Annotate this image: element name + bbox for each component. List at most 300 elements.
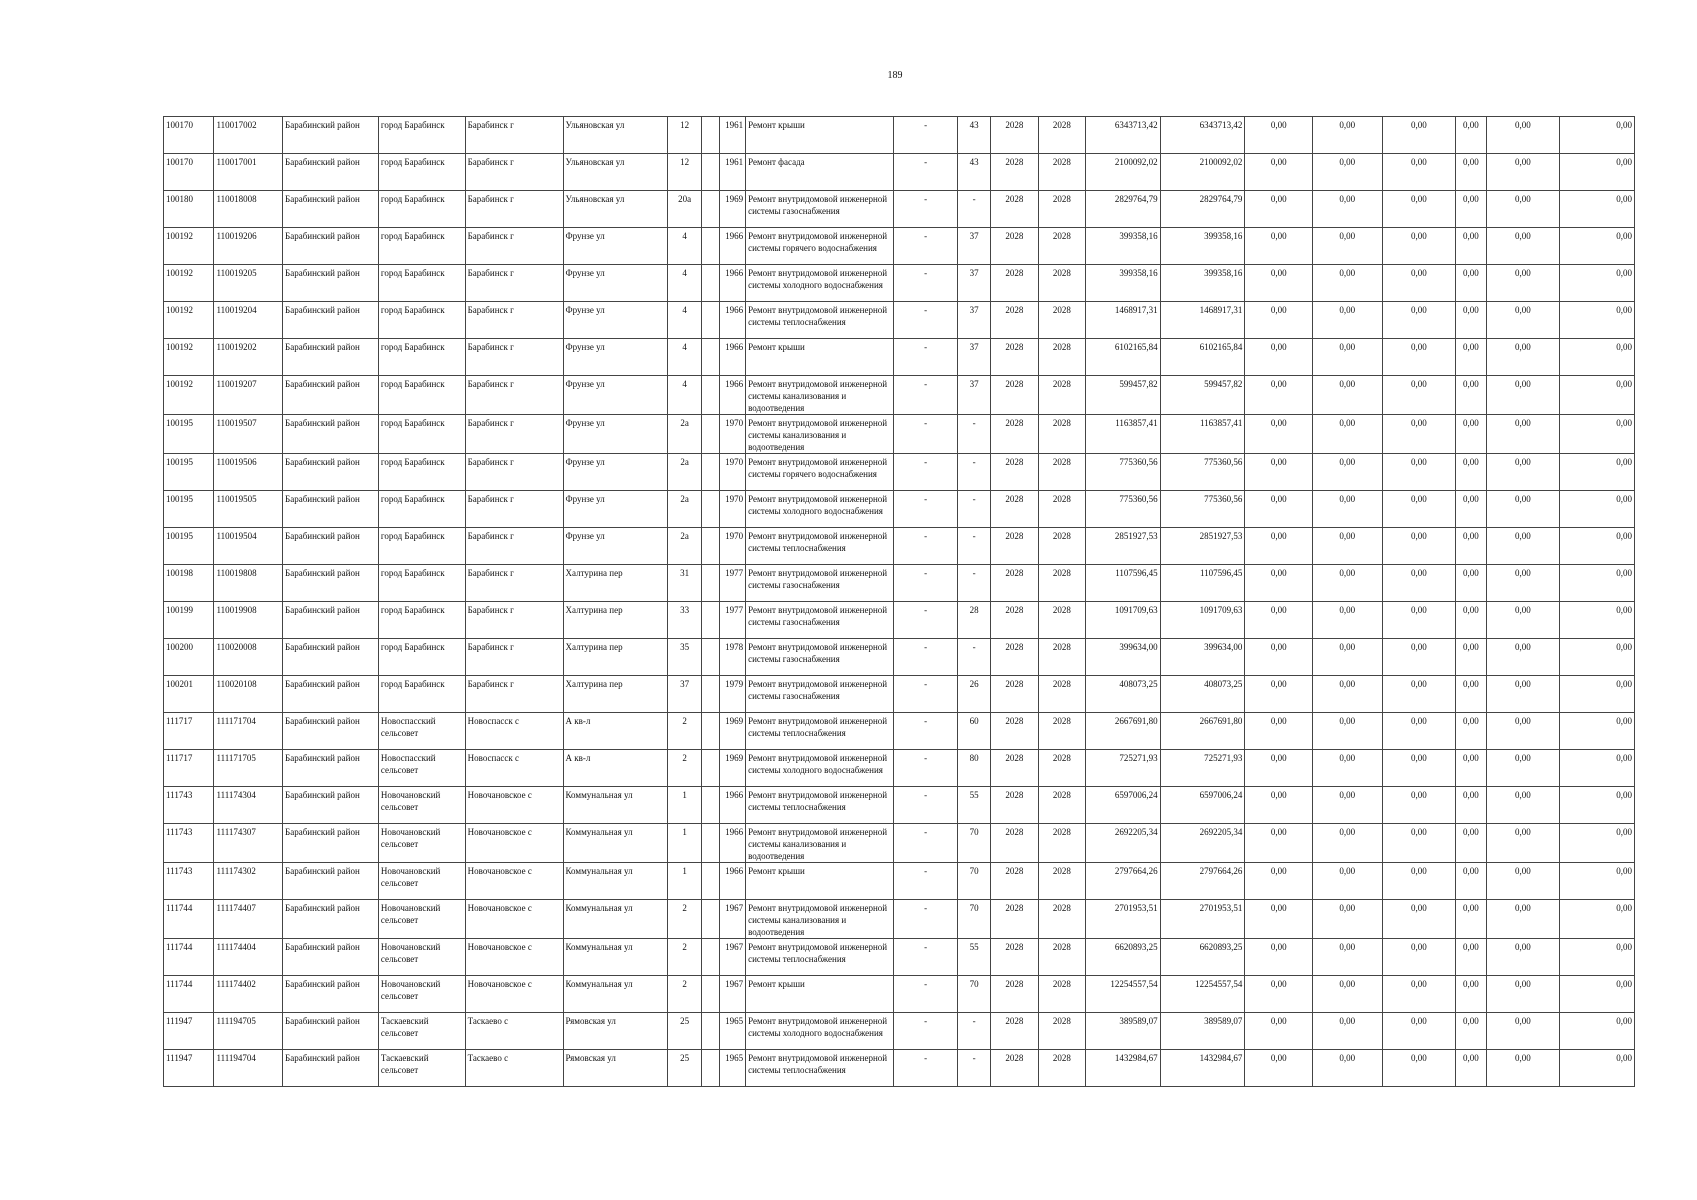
table-row [164, 154, 1635, 191]
cell-year-built: 1979 [719, 676, 745, 713]
cell-street: Халтурина пер [563, 639, 668, 676]
table-row [164, 1013, 1635, 1050]
cell-year-plan: 2028 [991, 528, 1038, 565]
cell-year-built: 1967 [719, 900, 745, 939]
cell-amount-4: 0,00 [1456, 824, 1486, 863]
cell-work-id: 111174407 [214, 900, 283, 939]
cell-amount-1: 0,00 [1245, 676, 1313, 713]
cell-street: А кв-л [563, 750, 668, 787]
cell-wear: 37 [957, 339, 990, 376]
cell-house-number: 4 [668, 265, 701, 302]
cell-dash: - [894, 154, 958, 191]
cell-work-type: Ремонт внутридомовой инженерной системы канализования и водоотведения [746, 376, 894, 415]
cell-settlement: город Барабинск [378, 339, 465, 376]
cell-wear: 55 [957, 787, 990, 824]
cell-dash: - [894, 939, 958, 976]
cell-amount-5: 0,00 [1486, 1050, 1560, 1087]
cell-building [701, 976, 719, 1013]
cell-amount-2: 0,00 [1313, 1050, 1383, 1087]
cell-street: Фрунзе ул [563, 415, 668, 454]
cell-dash: - [894, 676, 958, 713]
cell-street: Коммунальная ул [563, 863, 668, 900]
cell-street: Фрунзе ул [563, 491, 668, 528]
cell-cost-total: 1091709,63 [1086, 602, 1161, 639]
cell-building [701, 376, 719, 415]
cell-amount-4: 0,00 [1456, 415, 1486, 454]
cell-work-type: Ремонт внутридомовой инженерной системы холодного водоснабжения [746, 750, 894, 787]
cell-street: Халтурина пер [563, 676, 668, 713]
cell-street: А кв-л [563, 713, 668, 750]
cell-street: Рямовская ул [563, 1050, 668, 1087]
cell-dash: - [894, 228, 958, 265]
cell-amount-2: 0,00 [1313, 454, 1383, 491]
cell-house-number: 4 [668, 339, 701, 376]
cell-amount-5: 0,00 [1486, 491, 1560, 528]
cell-amount-1: 0,00 [1245, 824, 1313, 863]
cell-amount-4: 0,00 [1456, 900, 1486, 939]
cell-work-id: 110019206 [214, 228, 283, 265]
cell-amount-5: 0,00 [1486, 602, 1560, 639]
cell-amount-4: 0,00 [1456, 339, 1486, 376]
cell-house-number: 1 [668, 787, 701, 824]
cell-year-actual: 2028 [1038, 228, 1085, 265]
cell-amount-1: 0,00 [1245, 639, 1313, 676]
cell-year-built: 1978 [719, 639, 745, 676]
cell-street: Рямовская ул [563, 1013, 668, 1050]
cell-amount-2: 0,00 [1313, 713, 1383, 750]
cell-cost-total: 599457,82 [1086, 376, 1161, 415]
cell-amount-2: 0,00 [1313, 339, 1383, 376]
cell-amount-2: 0,00 [1313, 787, 1383, 824]
cell-amount-2: 0,00 [1313, 824, 1383, 863]
table-row [164, 491, 1635, 528]
cell-record-id: 111947 [164, 1050, 214, 1087]
cell-building [701, 863, 719, 900]
table-row [164, 676, 1635, 713]
cell-cost-total: 1107596,45 [1086, 565, 1161, 602]
cell-year-built: 1966 [719, 787, 745, 824]
cell-year-plan: 2028 [991, 565, 1038, 602]
cell-amount-1: 0,00 [1245, 750, 1313, 787]
cell-wear: 28 [957, 602, 990, 639]
cell-amount-4: 0,00 [1456, 191, 1486, 228]
cell-amount-1: 0,00 [1245, 787, 1313, 824]
cell-year-actual: 2028 [1038, 265, 1085, 302]
cell-house-number: 37 [668, 676, 701, 713]
cell-cost-total: 6597006,24 [1086, 787, 1161, 824]
cell-record-id: 111717 [164, 750, 214, 787]
cell-locality: Барабинск г [465, 565, 563, 602]
cell-building [701, 639, 719, 676]
cell-locality: Барабинск г [465, 528, 563, 565]
cell-year-built: 1966 [719, 228, 745, 265]
cell-year-plan: 2028 [991, 639, 1038, 676]
cell-settlement: город Барабинск [378, 528, 465, 565]
cell-amount-4: 0,00 [1456, 302, 1486, 339]
cell-house-number: 4 [668, 376, 701, 415]
cell-cost-fund: 2667691,80 [1160, 713, 1245, 750]
register-table [163, 116, 1635, 1087]
cell-amount-5: 0,00 [1486, 302, 1560, 339]
cell-district: Барабинский район [283, 639, 379, 676]
cell-amount-2: 0,00 [1313, 228, 1383, 265]
cell-cost-total: 775360,56 [1086, 454, 1161, 491]
cell-house-number: 2а [668, 528, 701, 565]
cell-building [701, 565, 719, 602]
cell-building [701, 787, 719, 824]
cell-locality: Барабинск г [465, 454, 563, 491]
cell-wear: 43 [957, 117, 990, 154]
cell-wear: 70 [957, 976, 990, 1013]
cell-street: Коммунальная ул [563, 939, 668, 976]
table-row [164, 824, 1635, 863]
cell-amount-6: 0,00 [1560, 376, 1635, 415]
cell-record-id: 100198 [164, 565, 214, 602]
cell-work-type: Ремонт внутридомовой инженерной системы канализования и водоотведения [746, 900, 894, 939]
cell-amount-5: 0,00 [1486, 900, 1560, 939]
cell-house-number: 4 [668, 302, 701, 339]
cell-locality: Барабинск г [465, 191, 563, 228]
cell-year-actual: 2028 [1038, 302, 1085, 339]
cell-building [701, 228, 719, 265]
cell-district: Барабинский район [283, 863, 379, 900]
cell-building [701, 528, 719, 565]
cell-amount-5: 0,00 [1486, 528, 1560, 565]
cell-year-actual: 2028 [1038, 863, 1085, 900]
cell-amount-4: 0,00 [1456, 750, 1486, 787]
cell-cost-fund: 1107596,45 [1160, 565, 1245, 602]
cell-cost-fund: 2100092,02 [1160, 154, 1245, 191]
cell-settlement: город Барабинск [378, 228, 465, 265]
cell-amount-1: 0,00 [1245, 1050, 1313, 1087]
cell-amount-3: 0,00 [1382, 639, 1456, 676]
cell-year-actual: 2028 [1038, 154, 1085, 191]
cell-year-plan: 2028 [991, 117, 1038, 154]
table-row [164, 191, 1635, 228]
cell-amount-3: 0,00 [1382, 900, 1456, 939]
cell-cost-total: 2797664,26 [1086, 863, 1161, 900]
cell-wear: 55 [957, 939, 990, 976]
cell-work-id: 111174402 [214, 976, 283, 1013]
cell-amount-3: 0,00 [1382, 565, 1456, 602]
cell-wear: 70 [957, 863, 990, 900]
cell-cost-fund: 1091709,63 [1160, 602, 1245, 639]
cell-amount-3: 0,00 [1382, 750, 1456, 787]
cell-record-id: 100180 [164, 191, 214, 228]
cell-work-type: Ремонт внутридомовой инженерной системы теплоснабжения [746, 939, 894, 976]
cell-amount-6: 0,00 [1560, 302, 1635, 339]
cell-amount-6: 0,00 [1560, 265, 1635, 302]
cell-amount-6: 0,00 [1560, 750, 1635, 787]
cell-work-id: 111171704 [214, 713, 283, 750]
cell-district: Барабинский район [283, 339, 379, 376]
cell-year-plan: 2028 [991, 415, 1038, 454]
cell-settlement: Новоспасский сельсовет [378, 750, 465, 787]
cell-building [701, 713, 719, 750]
cell-year-actual: 2028 [1038, 976, 1085, 1013]
table-row [164, 565, 1635, 602]
cell-cost-fund: 2692205,34 [1160, 824, 1245, 863]
cell-work-type: Ремонт внутридомовой инженерной системы газоснабжения [746, 602, 894, 639]
cell-work-id: 111171705 [214, 750, 283, 787]
cell-amount-5: 0,00 [1486, 191, 1560, 228]
cell-work-type: Ремонт внутридомовой инженерной системы теплоснабжения [746, 302, 894, 339]
cell-year-plan: 2028 [991, 900, 1038, 939]
cell-locality: Барабинск г [465, 639, 563, 676]
cell-dash: - [894, 415, 958, 454]
cell-cost-total: 2100092,02 [1086, 154, 1161, 191]
cell-year-built: 1970 [719, 491, 745, 528]
cell-amount-1: 0,00 [1245, 454, 1313, 491]
cell-wear: 80 [957, 750, 990, 787]
cell-wear: - [957, 639, 990, 676]
cell-amount-3: 0,00 [1382, 154, 1456, 191]
cell-amount-1: 0,00 [1245, 491, 1313, 528]
table-row [164, 339, 1635, 376]
cell-locality: Барабинск г [465, 117, 563, 154]
cell-house-number: 2а [668, 415, 701, 454]
cell-district: Барабинский район [283, 976, 379, 1013]
cell-amount-2: 0,00 [1313, 117, 1383, 154]
cell-amount-6: 0,00 [1560, 117, 1635, 154]
cell-year-plan: 2028 [991, 191, 1038, 228]
cell-work-id: 110019808 [214, 565, 283, 602]
cell-amount-2: 0,00 [1313, 676, 1383, 713]
cell-locality: Новоспасск с [465, 713, 563, 750]
cell-locality: Барабинск г [465, 228, 563, 265]
cell-amount-6: 0,00 [1560, 1050, 1635, 1087]
cell-record-id: 100192 [164, 228, 214, 265]
cell-cost-total: 408073,25 [1086, 676, 1161, 713]
cell-locality: Новочановское с [465, 824, 563, 863]
cell-year-actual: 2028 [1038, 639, 1085, 676]
cell-locality: Новочановское с [465, 900, 563, 939]
cell-amount-4: 0,00 [1456, 454, 1486, 491]
cell-amount-3: 0,00 [1382, 1013, 1456, 1050]
cell-amount-6: 0,00 [1560, 339, 1635, 376]
cell-cost-total: 2829764,79 [1086, 191, 1161, 228]
cell-year-built: 1966 [719, 339, 745, 376]
cell-dash: - [894, 454, 958, 491]
cell-wear: - [957, 415, 990, 454]
cell-amount-5: 0,00 [1486, 863, 1560, 900]
cell-house-number: 25 [668, 1050, 701, 1087]
cell-amount-2: 0,00 [1313, 863, 1383, 900]
cell-record-id: 100199 [164, 602, 214, 639]
cell-amount-6: 0,00 [1560, 1013, 1635, 1050]
cell-settlement: город Барабинск [378, 154, 465, 191]
cell-wear: - [957, 454, 990, 491]
cell-work-type: Ремонт внутридомовой инженерной системы теплоснабжения [746, 787, 894, 824]
cell-year-built: 1965 [719, 1050, 745, 1087]
cell-cost-total: 2667691,80 [1086, 713, 1161, 750]
cell-settlement: город Барабинск [378, 415, 465, 454]
cell-amount-6: 0,00 [1560, 900, 1635, 939]
cell-record-id: 100192 [164, 376, 214, 415]
cell-record-id: 100170 [164, 117, 214, 154]
cell-amount-2: 0,00 [1313, 939, 1383, 976]
cell-amount-4: 0,00 [1456, 565, 1486, 602]
cell-record-id: 111744 [164, 900, 214, 939]
cell-year-plan: 2028 [991, 824, 1038, 863]
cell-cost-fund: 599457,82 [1160, 376, 1245, 415]
cell-amount-5: 0,00 [1486, 713, 1560, 750]
cell-cost-fund: 6343713,42 [1160, 117, 1245, 154]
table-row [164, 787, 1635, 824]
cell-record-id: 111744 [164, 976, 214, 1013]
cell-amount-2: 0,00 [1313, 639, 1383, 676]
cell-house-number: 31 [668, 565, 701, 602]
cell-district: Барабинский район [283, 787, 379, 824]
table-row [164, 376, 1635, 415]
cell-building [701, 939, 719, 976]
cell-district: Барабинский район [283, 265, 379, 302]
cell-amount-2: 0,00 [1313, 976, 1383, 1013]
table-row [164, 750, 1635, 787]
cell-amount-6: 0,00 [1560, 454, 1635, 491]
cell-year-plan: 2028 [991, 1050, 1038, 1087]
table-row [164, 863, 1635, 900]
cell-cost-total: 775360,56 [1086, 491, 1161, 528]
cell-year-actual: 2028 [1038, 939, 1085, 976]
cell-amount-3: 0,00 [1382, 976, 1456, 1013]
cell-amount-3: 0,00 [1382, 339, 1456, 376]
cell-work-type: Ремонт крыши [746, 976, 894, 1013]
cell-dash: - [894, 824, 958, 863]
cell-amount-2: 0,00 [1313, 376, 1383, 415]
cell-work-type: Ремонт внутридомовой инженерной системы теплоснабжения [746, 713, 894, 750]
cell-amount-4: 0,00 [1456, 491, 1486, 528]
cell-year-built: 1970 [719, 454, 745, 491]
cell-district: Барабинский район [283, 302, 379, 339]
cell-work-id: 111194705 [214, 1013, 283, 1050]
cell-cost-total: 6620893,25 [1086, 939, 1161, 976]
cell-work-type: Ремонт внутридомовой инженерной системы горячего водоснабжения [746, 454, 894, 491]
cell-street: Фрунзе ул [563, 302, 668, 339]
cell-locality: Барабинск г [465, 339, 563, 376]
cell-building [701, 339, 719, 376]
cell-cost-fund: 399358,16 [1160, 265, 1245, 302]
cell-cost-total: 1163857,41 [1086, 415, 1161, 454]
cell-amount-6: 0,00 [1560, 191, 1635, 228]
cell-district: Барабинский район [283, 228, 379, 265]
cell-work-id: 110019204 [214, 302, 283, 339]
cell-amount-5: 0,00 [1486, 676, 1560, 713]
cell-amount-6: 0,00 [1560, 639, 1635, 676]
cell-settlement: город Барабинск [378, 265, 465, 302]
cell-district: Барабинский район [283, 900, 379, 939]
cell-house-number: 4 [668, 228, 701, 265]
cell-house-number: 2 [668, 713, 701, 750]
cell-work-id: 110019505 [214, 491, 283, 528]
cell-district: Барабинский район [283, 713, 379, 750]
cell-year-plan: 2028 [991, 863, 1038, 900]
cell-year-built: 1967 [719, 939, 745, 976]
table-row [164, 117, 1635, 154]
cell-amount-3: 0,00 [1382, 265, 1456, 302]
cell-year-actual: 2028 [1038, 602, 1085, 639]
cell-amount-5: 0,00 [1486, 750, 1560, 787]
cell-year-built: 1977 [719, 602, 745, 639]
cell-amount-4: 0,00 [1456, 676, 1486, 713]
cell-work-id: 111174307 [214, 824, 283, 863]
cell-year-actual: 2028 [1038, 565, 1085, 602]
cell-record-id: 100201 [164, 676, 214, 713]
cell-amount-2: 0,00 [1313, 302, 1383, 339]
cell-work-type: Ремонт внутридомовой инженерной системы канализования и водоотведения [746, 415, 894, 454]
cell-cost-total: 12254557,54 [1086, 976, 1161, 1013]
cell-wear: - [957, 491, 990, 528]
cell-amount-5: 0,00 [1486, 376, 1560, 415]
cell-cost-fund: 1163857,41 [1160, 415, 1245, 454]
cell-record-id: 100192 [164, 302, 214, 339]
cell-cost-total: 2701953,51 [1086, 900, 1161, 939]
cell-building [701, 900, 719, 939]
cell-amount-5: 0,00 [1486, 1013, 1560, 1050]
cell-cost-fund: 775360,56 [1160, 491, 1245, 528]
cell-wear: 70 [957, 824, 990, 863]
cell-amount-3: 0,00 [1382, 863, 1456, 900]
cell-settlement: город Барабинск [378, 302, 465, 339]
cell-street: Коммунальная ул [563, 787, 668, 824]
cell-street: Халтурина пер [563, 602, 668, 639]
cell-year-built: 1967 [719, 976, 745, 1013]
cell-work-type: Ремонт внутридомовой инженерной системы газоснабжения [746, 676, 894, 713]
cell-amount-6: 0,00 [1560, 824, 1635, 863]
cell-house-number: 2а [668, 491, 701, 528]
cell-building [701, 265, 719, 302]
cell-amount-1: 0,00 [1245, 228, 1313, 265]
cell-wear: 70 [957, 900, 990, 939]
cell-cost-fund: 12254557,54 [1160, 976, 1245, 1013]
cell-amount-6: 0,00 [1560, 415, 1635, 454]
cell-settlement: город Барабинск [378, 454, 465, 491]
cell-record-id: 100195 [164, 454, 214, 491]
cell-house-number: 25 [668, 1013, 701, 1050]
cell-settlement: Новочановский сельсовет [378, 787, 465, 824]
cell-work-type: Ремонт внутридомовой инженерной системы горячего водоснабжения [746, 228, 894, 265]
cell-district: Барабинский район [283, 602, 379, 639]
cell-record-id: 111717 [164, 713, 214, 750]
cell-year-built: 1965 [719, 1013, 745, 1050]
cell-amount-1: 0,00 [1245, 339, 1313, 376]
cell-house-number: 33 [668, 602, 701, 639]
cell-wear: 43 [957, 154, 990, 191]
cell-street: Коммунальная ул [563, 900, 668, 939]
cell-amount-3: 0,00 [1382, 491, 1456, 528]
cell-year-actual: 2028 [1038, 117, 1085, 154]
cell-record-id: 111743 [164, 787, 214, 824]
cell-street: Фрунзе ул [563, 265, 668, 302]
cell-house-number: 1 [668, 824, 701, 863]
cell-settlement: город Барабинск [378, 191, 465, 228]
cell-year-actual: 2028 [1038, 750, 1085, 787]
cell-settlement: Новочановский сельсовет [378, 939, 465, 976]
table-row [164, 454, 1635, 491]
cell-amount-1: 0,00 [1245, 565, 1313, 602]
cell-locality: Барабинск г [465, 376, 563, 415]
cell-district: Барабинский район [283, 1050, 379, 1087]
cell-amount-3: 0,00 [1382, 787, 1456, 824]
cell-cost-fund: 6597006,24 [1160, 787, 1245, 824]
cell-house-number: 12 [668, 154, 701, 191]
cell-work-type: Ремонт внутридомовой инженерной системы канализования и водоотведения [746, 824, 894, 863]
cell-amount-4: 0,00 [1456, 939, 1486, 976]
cell-amount-5: 0,00 [1486, 117, 1560, 154]
cell-cost-fund: 1468917,31 [1160, 302, 1245, 339]
cell-settlement: Новоспасский сельсовет [378, 713, 465, 750]
cell-dash: - [894, 376, 958, 415]
